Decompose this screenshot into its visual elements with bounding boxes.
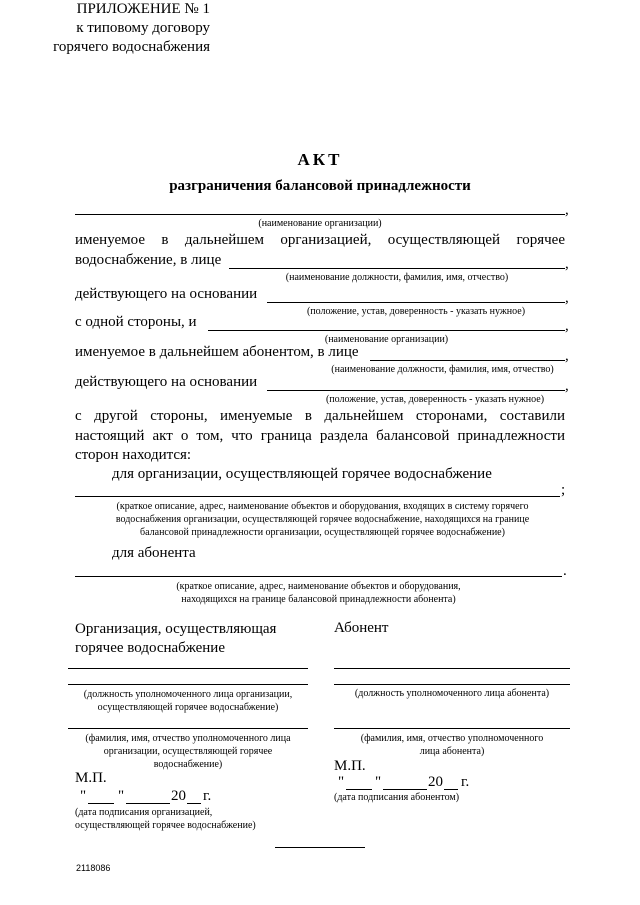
hint-org-position-1: (должность уполномоченного лица организации,: [83, 689, 293, 700]
para-other-side-3: сторон находится:: [75, 447, 192, 463]
hint-org-fio-2: организации, осуществляющей горячее: [103, 746, 273, 757]
sub-day-blank: [346, 789, 372, 790]
org-day-blank: [88, 803, 114, 804]
sig-org-title-line2: горячее водоснабжение: [75, 640, 225, 656]
period-mark: .: [563, 563, 567, 579]
org-date-close-quote: ": [118, 788, 125, 804]
comma-mark: ,: [565, 318, 569, 334]
para-one-side: с одной стороны, и: [75, 314, 197, 330]
hint-org-fio-3: водоснабжение): [153, 759, 223, 770]
subscriber-fio-line: [334, 728, 570, 729]
sub-date-close-quote: ": [375, 774, 382, 790]
org-year-prefix: 20: [171, 788, 186, 804]
hint-position-fio-2: (наименование должности, фамилия, имя, отчество): [331, 364, 554, 375]
org-position-line: [68, 684, 308, 685]
comma-mark: ,: [565, 202, 569, 218]
comma-mark: ,: [565, 256, 569, 272]
hint-basis-2: (положение, устав, доверенность - указать нужное): [325, 394, 545, 405]
subscriber-position-line: [334, 684, 570, 685]
hint-org-fio-1: (фамилия, имя, отчество уполномоченного лица: [85, 733, 291, 744]
subscriber-name-blank: [208, 330, 565, 331]
org-year-suffix: г.: [203, 788, 212, 804]
sig-subscriber-title: Абонент: [334, 620, 389, 636]
appendix-line3: горячего водоснабжения: [53, 39, 210, 55]
sub-month-blank: [383, 789, 427, 790]
para-org-person: водоснабжение, в лице: [75, 252, 222, 268]
for-subscriber-label: для абонента: [112, 545, 196, 561]
org-basis-blank: [267, 302, 565, 303]
sub-date-open-quote: ": [338, 774, 345, 790]
org-signature-line: [68, 668, 308, 669]
closing-separator: [275, 847, 365, 848]
hint-org-date-1: (дата подписания организацией,: [75, 807, 213, 818]
hint-subscriber-fio-1: (фамилия, имя, отчество уполномоченного: [360, 733, 544, 744]
para-org-basis: действующего на основании: [75, 286, 258, 302]
hint-org-name-2: (наименование организации): [324, 334, 449, 345]
footer-code: 2118086: [76, 863, 111, 873]
subscriber-signature-line: [334, 668, 570, 669]
subscriber-seal-mark: М.П.: [334, 758, 366, 774]
org-person-blank: [229, 268, 565, 269]
para-subscriber-basis: действующего на основании: [75, 374, 258, 390]
para-other-side-1: с другой стороны, именуемые в дальнейшем сторонами, составили: [75, 408, 565, 424]
hint-org-objects-2: водоснабжения организации, осуществляющей горячее водоснабжение, находящихся на границе: [115, 514, 530, 525]
subscriber-objects-blank: [75, 576, 562, 577]
org-name-blank: [75, 214, 565, 215]
hint-org-fio: [68, 732, 308, 771]
hint-org-name: (наименование организации): [258, 218, 382, 229]
hint-subscriber-fio-2: лица абонента): [419, 746, 485, 757]
hint-subscriber-position: (должность уполномоченного лица абонента): [354, 688, 550, 699]
hint-subscriber-objects-2: находящихся на границе балансовой принадлежности абонента): [181, 594, 456, 605]
hint-subscriber-fio: [334, 732, 570, 758]
hint-basis: (положение, устав, доверенность - указать нужное): [306, 306, 526, 317]
sig-org-title: [75, 620, 276, 658]
comma-mark: ,: [565, 290, 569, 306]
hint-org-position: [68, 688, 308, 714]
sig-org-title-line1: Организация, осуществляющая: [75, 621, 277, 637]
comma-mark: ,: [565, 348, 569, 364]
hint-org-position-2: осуществляющей горячее водоснабжение): [97, 702, 279, 713]
hint-org-objects-3: балансовой принадлежности организации, осуществляющей горячее водоснабжение): [140, 527, 505, 538]
hint-org-date-2: осуществляющей горячее водоснабжение): [75, 820, 256, 831]
appendix-block: [0, 0, 210, 57]
semicolon-mark: ;: [561, 482, 566, 498]
document-title: АКТ: [297, 150, 343, 169]
org-fio-line: [68, 728, 308, 729]
for-org-label: для организации, осуществляющей горячее водоснабжение: [112, 466, 492, 482]
org-seal-mark: М.П.: [75, 770, 107, 786]
sub-year-suffix: г.: [461, 774, 470, 790]
para-org-named: именуемое в дальнейшем организацией, осуществляющей горячее: [75, 232, 565, 248]
appendix-line2: к типовому договору: [76, 20, 210, 36]
para-subscriber-named: именуемое в дальнейшем абонентом, в лице: [75, 344, 359, 360]
appendix-line1: ПРИЛОЖЕНИЕ № 1: [76, 1, 210, 17]
sub-year-prefix: 20: [428, 774, 443, 790]
subscriber-person-blank: [370, 360, 565, 361]
org-year-blank: [187, 803, 201, 804]
org-date-open-quote: ": [80, 788, 87, 804]
sub-year-blank: [444, 789, 458, 790]
org-objects-blank: [75, 496, 560, 497]
hint-org-objects-1: (краткое описание, адрес, наименование объектов и оборудования, входящих в систему горячего: [116, 501, 529, 512]
hint-subscriber-date: (дата подписания абонентом): [334, 792, 460, 803]
hint-subscriber-objects-1: (краткое описание, адрес, наименование объектов и оборудования,: [176, 581, 461, 592]
para-other-side-2: настоящий акт о том, что граница раздела балансовой принадлежности: [75, 428, 565, 444]
subscriber-basis-blank: [267, 390, 565, 391]
document-subtitle: разграничения балансовой принадлежности: [169, 178, 471, 194]
hint-org-date: [75, 806, 256, 832]
hint-position-fio: (наименование должности, фамилия, имя, отчество): [285, 272, 509, 283]
comma-mark: ,: [565, 378, 569, 394]
org-month-blank: [126, 803, 170, 804]
